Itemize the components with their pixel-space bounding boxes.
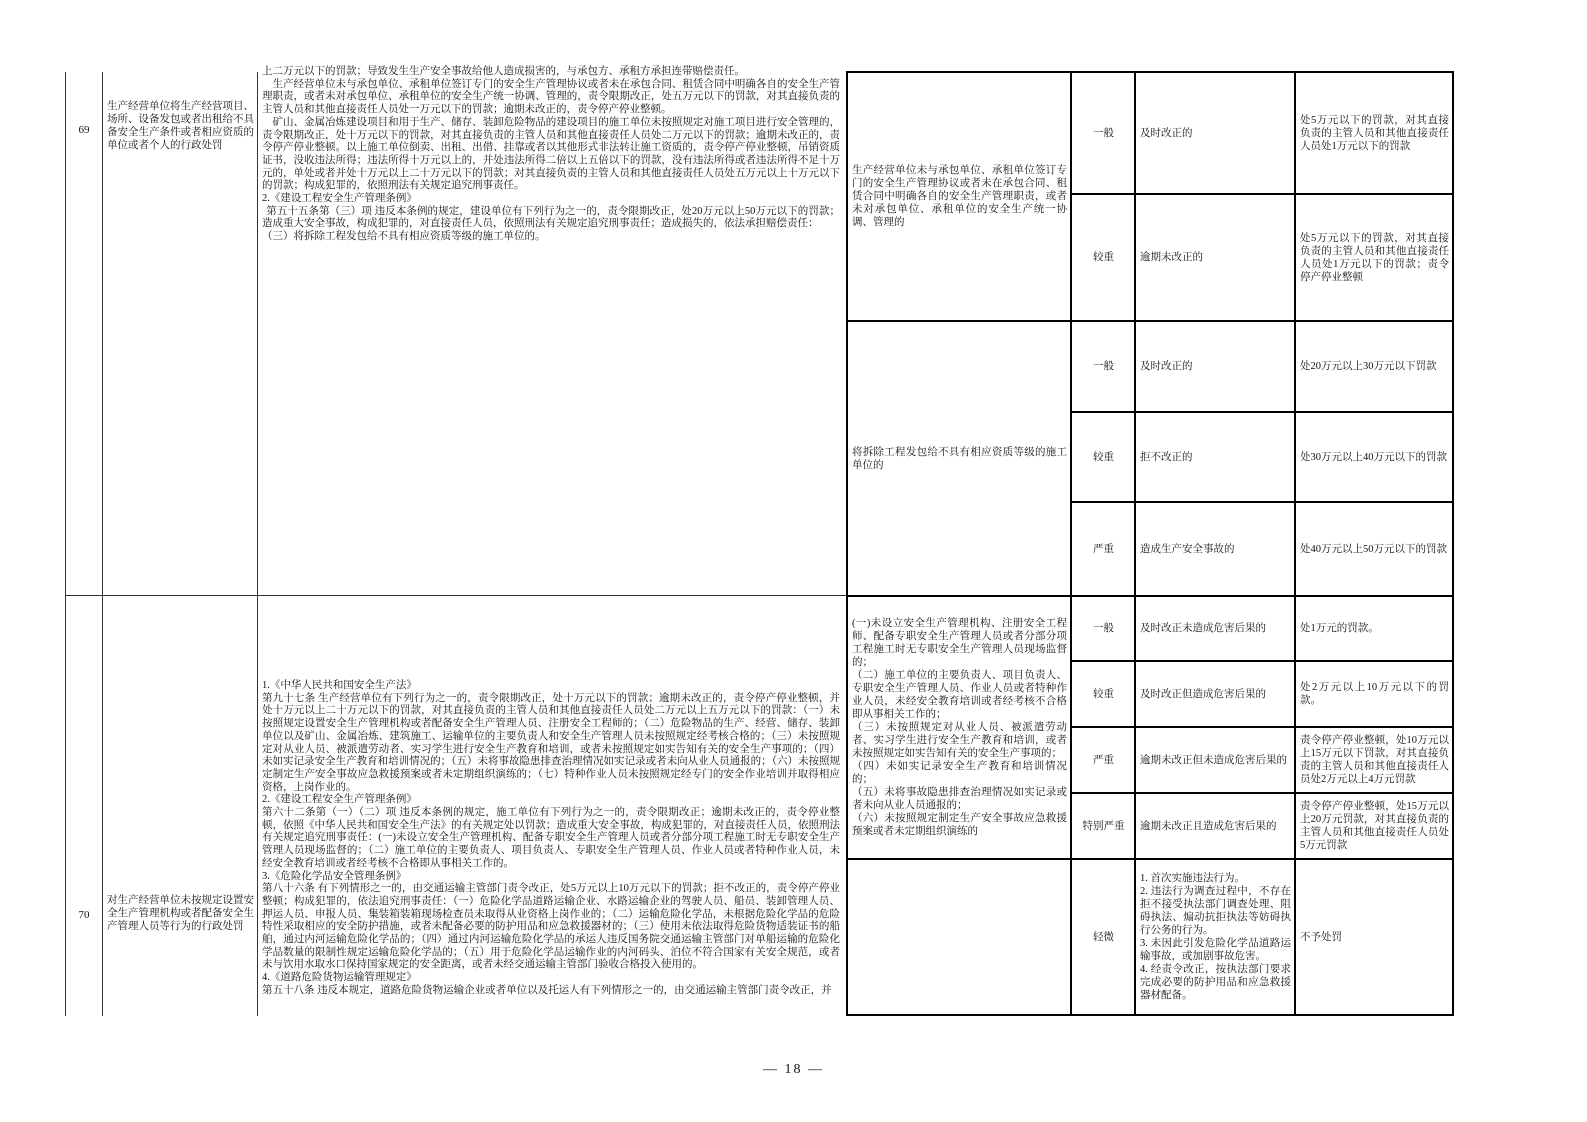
table-left-part [65, 66, 846, 1016]
violation-circumstance-cell [848, 322, 1072, 597]
row-number: 70 [78, 909, 90, 921]
penalty-standard-text: 责令停产停业整顿，处15万元以上20万元罚款，对其直接负责的主管人员和其他直接责任人员处5万元罚款 [1300, 801, 1449, 851]
situation-cell [1136, 662, 1296, 728]
penalty-standard-text: 不予处罚 [1300, 931, 1342, 943]
degree-text: 轻微 [1093, 931, 1114, 943]
situation-cell [1136, 322, 1296, 413]
situation-cell [1136, 860, 1296, 1016]
legal-basis-cell [258, 596, 846, 1016]
table-right-part [846, 71, 1454, 1016]
penalty-standard-text: 处5万元以下的罚款，对其直接负责的主管人员和其他直接责任人员处1万元以下的罚款；责令停产停业整顿 [1300, 232, 1449, 283]
violation-circumstance-text: 生产经营单位未与承包单位、承租单位签订专门的安全生产管理协议或者未在承包合同、租赁合同中明确各自的安全生产管理职责，或者未对承包单位、承租单位的安全生产统一协调、管理的 [852, 165, 1067, 228]
violation-circumstance-cell [848, 597, 1072, 860]
row-number-cell [66, 596, 103, 1016]
situation-cell [1136, 794, 1296, 860]
penalty-standard-text: 责令停产停业整顿，处10万元以上15万元以下罚款，对其直接负责的主管人员和其他直接责任人员处2万元以上4万元罚款 [1300, 735, 1449, 785]
degree-cell [1072, 322, 1136, 413]
degree-text: 严重 [1093, 754, 1114, 766]
degree-cell [1072, 860, 1136, 1016]
degree-cell [1072, 195, 1136, 322]
violation-circumstance-cell-empty [848, 860, 1072, 1016]
page-number: — 18 — [763, 1062, 824, 1077]
situation-item: 4. 经责令改正，按执法部门要求完成必要的防护用品和应急救援器材配备。 [1140, 964, 1291, 1001]
situation-text: 及时改正未造成危害后果的 [1140, 623, 1266, 634]
situation-text: 逾期未改正的 [1140, 252, 1203, 263]
degree-text: 较重 [1093, 252, 1114, 263]
row-number: 69 [78, 124, 90, 136]
circumstance-item: （六）未按照规定制定生产安全事故应急救援预案或者未定期组织演练的 [852, 813, 1067, 837]
penalty-standard-cell [1296, 195, 1454, 322]
regulation-title: 2.《建设工程安全生产管理条例》 [262, 794, 417, 806]
penalty-standard-cell [1296, 322, 1454, 413]
circumstance-item: （五）未将事故隐患排查治理情况如实记录或者未向从业人员通报的； [852, 787, 1067, 811]
penalty-standard-text: 处30万元以上40万元以下的罚款 [1300, 451, 1447, 463]
degree-text: 特别严重 [1082, 820, 1125, 832]
degree-text: 较重 [1093, 451, 1114, 463]
violation-circumstance-text: 将拆除工程发包给不具有相应资质等级的施工单位的 [852, 446, 1067, 471]
regulation-title: 4.《道路危险货物运输管理规定》 [262, 972, 417, 984]
situation-item: 2. 违法行为调查过程中，不存在拒不接受执法部门调查处理、阻碍执法、煽动抗拒执法等妨碍执行公务的行为。 [1140, 886, 1291, 936]
situation-item: 3. 未因此引发危险化学品道路运输事故，或加剧事故危害。 [1140, 938, 1291, 962]
degree-cell [1072, 728, 1136, 794]
degree-text: 一般 [1093, 361, 1114, 372]
legal-basis-paragraph: 第五十八条 违反本规定，道路危险货物运输企业或者单位以及托运人有下列情形之一的，由交通运输主管部门责令改正，并 [262, 984, 832, 996]
situation-text: 及时改正的 [1140, 127, 1193, 139]
legal-basis-paragraph: 第六十二条第（一）（二）项 违反本条例的规定，施工单位有下列行为之一的，责令限期改正；逾期未改正的，责令停业整顿，依照《中华人民共和国安全生产法》的有关规定处以罚款；造成重大安全事故，构成犯罪的，对直接责任人员，依照刑法有关规定追究刑事责任：(一)未设立安全生产管理机构、配备专职安全生产管理人员或者分部分项工程施工时无专职安全生产管理人员现场监督的；（二）施工单位的主要负责人、项目负责人、专职安全生产管理人员、作业人员或者特种作业人员，未经安全教育培训或者经考核不合格即从事相关工作的。 [262, 807, 840, 869]
penalty-item-name: 生产经营单位将生产经营项目、场所、设备发包或者出租给不具备安全生产条件或者相应资质的单位或者个人的行政处罚 [107, 101, 254, 151]
situation-text: 及时改正但造成危害后果的 [1140, 688, 1266, 700]
situation-cell [1136, 413, 1296, 503]
degree-text: 一般 [1093, 127, 1114, 139]
regulation-title: 3.《危险化学品安全管理条例》 [262, 870, 407, 882]
legal-basis-paragraph: 第八十六条 有下列情形之一的，由交通运输主管部门责令改正，处5万元以上10万元以下的罚款；拒不改正的，责令停产停业整顿；构成犯罪的，依法追究刑事责任：（一）危险化学品道路运输企业、水路运输企业的驾驶人员、船员、装卸管理人员、押运人员、申报人员、集装箱装箱现场检查员未取得从业资格上岗作业的；（二）运输危险化学品，未根据危险化学品的危险特性采取相应的安全防护措施，或者未配备必要的防护用品和应急救援器材的；（三）使用未依法取得危险货物适装证书的船舶，通过内河运输危险化学品的；（四）通过内河运输危险化学品的承运人违反国务院交通运输主管部门对单船运输的危险化学品数量的限制性规定运输危险化学品的；（五）用于危险化学品运输作业的内河码头、泊位不符合国家有关安全规范，或者未与饮用水取水口保持国家规定的安全距离，或者未经交通运输主管部门验收合格投入使用的。 [262, 883, 840, 971]
penalty-standard-text: 处40万元以上50万元以下的罚款 [1300, 543, 1447, 555]
penalty-item-cell [103, 596, 258, 1016]
legal-basis-paragraph: （三）将拆除工程发包给不具有相应资质等级的施工单位的。 [262, 231, 546, 243]
situation-cell [1136, 728, 1296, 794]
legal-basis-paragraph: 上二万元以下的罚款；导致发生生产安全事故给他人造成损害的，与承包方、承租方承担连带赔偿责任。 [262, 66, 745, 77]
row-number-cell [66, 72, 103, 596]
circumstance-item: （四）未如实记录安全生产教育和培训情况的； [852, 761, 1067, 785]
penalty-standard-cell [1296, 73, 1454, 195]
violation-circumstance-cell [848, 73, 1072, 322]
situation-item: 1. 首次实施违法行为。 [1140, 873, 1245, 884]
situation-cell [1136, 597, 1296, 662]
situation-cell [1136, 73, 1296, 195]
legal-basis-cell [258, 66, 846, 596]
legal-basis-text [262, 66, 840, 244]
legal-basis-paragraph: 矿山、金属冶炼建设项目和用于生产、储存、装卸危险物品的建设项目的施工单位未按照规定对施工项目进行安全管理的，责令限期改正，处十万元以下的罚款，对其直接负责的主管人员和其他直接责任人员处二万元以下的罚款；逾期未改正的，责令停产停业整顿。以上施工单位倒卖、出租、出借、挂靠或者以其他形式非法转让施工资质的，责令停产停业整顿，吊销资质证书，没收违法所得；违法所得十万元以上的，并处违法所得二倍以上五倍以下的罚款，没有违法所得或者违法所得不足十万元的，单处或者并处十万元以上二十万元以下的罚款；对其直接负责的主管人员和其他直接责任人员处五万元以上十万元以下的罚款；构成犯罪的，依照刑法有关规定追究刑事责任。 [262, 116, 840, 192]
degree-cell [1072, 597, 1136, 662]
circumstance-item: （二）施工单位的主要负责人、项目负责人、专职安全生产管理人员、作业人员或者特种作业人员，未经安全教育培训或者经考核不合格即从事相关工作的； [852, 670, 1067, 720]
degree-cell [1072, 503, 1136, 597]
situation-text: 及时改正的 [1140, 361, 1193, 372]
degree-cell [1072, 662, 1136, 728]
penalty-standard-text: 处1万元的罚款。 [1300, 623, 1379, 634]
circumstance-item: （三）未按照规定对从业人员、被派遣劳动者、实习学生进行安全生产教育和培训，或者未按照规定如实告知有关的安全生产事项的； [852, 722, 1067, 759]
legal-basis-paragraph: 生产经营单位未与承包单位、承租单位签订专门的安全生产管理协议或者未在承包合同、租赁合同中明确各自的安全生产管理职责，或者未对承包单位、承租单位的安全生产统一协调、管理的，责令限期改正，处五万元以下的罚款，对其直接负责的主管人员和其他直接责任人员处一万元以下的罚款；逾期未改正的，责令停产停业整顿。 [262, 78, 840, 116]
situation-text: 逾期未改正但未造成危害后果的 [1140, 754, 1287, 766]
degree-cell [1072, 413, 1136, 503]
situation-list [1140, 872, 1291, 1002]
situation-cell [1136, 195, 1296, 322]
penalty-standard-cell [1296, 728, 1454, 794]
degree-cell [1072, 794, 1136, 860]
legal-basis-text [262, 680, 840, 998]
legal-basis-paragraph: 第五十五条第（三）项 违反本条例的规定，建设单位有下列行为之一的，责令限期改正，处20万元以上50万元以下的罚款；造成重大安全事故，构成犯罪的，对直接责任人员，依照刑法有关规定追究刑事责任；造成损失的，依法承担赔偿责任： [262, 205, 840, 230]
penalty-standard-cell [1296, 503, 1454, 597]
penalty-standard-text: 处5万元以下的罚款，对其直接负责的主管人员和其他直接责任人员处1万元以下的罚款 [1300, 114, 1449, 152]
degree-cell [1072, 73, 1136, 195]
penalty-standard-cell [1296, 597, 1454, 662]
penalty-item-cell [103, 72, 258, 596]
situation-text: 逾期未改正且造成危害后果的 [1140, 820, 1277, 832]
penalty-standard-cell [1296, 662, 1454, 728]
situation-text: 造成生产安全事故的 [1140, 543, 1235, 555]
situation-cell [1136, 503, 1296, 597]
penalty-standard-text: 处20万元以上30万元以下罚款 [1300, 361, 1437, 372]
violation-circumstance-list [852, 617, 1067, 838]
penalty-standard-cell [1296, 860, 1454, 1016]
legal-basis-paragraph: 第九十七条 生产经营单位有下列行为之一的，责令限期改正，处十万元以下的罚款；逾期未改正的，责令停产停业整顿，并处十万元以上二十万元以下的罚款，对其直接负责的主管人员和其他直接责任人员处二万元以上五万元以下的罚款：（一）未按照规定设置安全生产管理机构或者配备安全生产管理人员、注册安全工程师的；（二）危险物品的生产、经营、储存、装卸单位以及矿山、金属冶炼、建筑施工、运输单位的主要负责人和安全生产管理人员未按照规定经考核合格的；（三）未按照规定对从业人员、被派遣劳动者、实习学生进行安全生产教育和培训，或者未按照规定如实告知有关的安全生产事项的；（四）未如实记录安全生产教育和培训情况的；（五）未将事故隐患排查治理情况如实记录或者未向从业人员通报的；（六）未按照规定制定生产安全事故应急救援预案或者未定期组织演练的；（七）特种作业人员未按照规定经专门的安全作业培训并取得相应资格，上岗作业的。 [262, 692, 840, 793]
penalty-standard-cell [1296, 794, 1454, 860]
penalty-item-name: 对生产经营单位未按规定设置安全生产管理机构或者配备安全生产管理人员等行为的行政处罚 [107, 895, 254, 932]
degree-text: 一般 [1093, 623, 1114, 634]
degree-text: 较重 [1093, 688, 1114, 700]
situation-text: 拒不改正的 [1140, 451, 1193, 463]
circumstance-item: (一)未设立安全生产管理机构、注册安全工程师、配备专职安全生产管理人员或者分部分项工程施工时无专职安全生产管理人员现场监督的； [852, 618, 1067, 668]
regulation-title: 2.《建设工程安全生产管理条例》 [262, 193, 417, 205]
penalty-standard-cell [1296, 413, 1454, 503]
degree-text: 严重 [1093, 543, 1114, 555]
penalty-standard-text: 处2万元以上10万元以下的罚款。 [1300, 682, 1449, 706]
regulation-title: 1.《中华人民共和国安全生产法》 [262, 680, 417, 691]
